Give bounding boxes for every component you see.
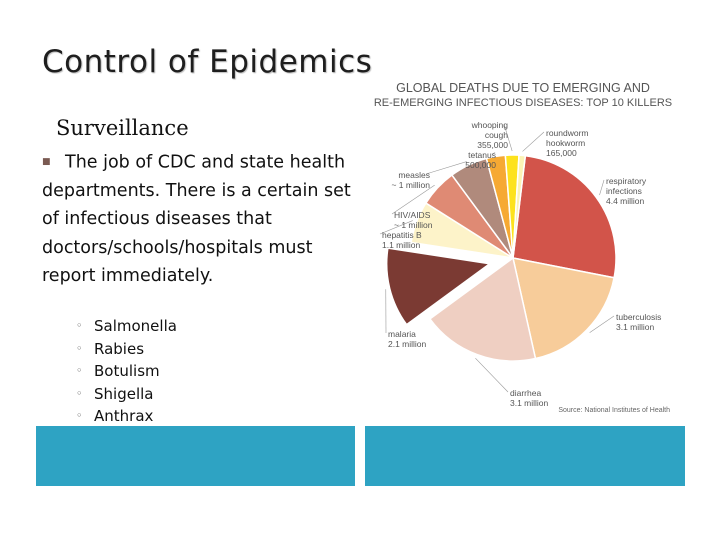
pie-label: infections [606, 186, 642, 196]
pie-label: hookworm [546, 138, 586, 148]
accent-bar-left [36, 426, 355, 486]
pie-label: 3.1 million [510, 398, 549, 408]
pie-label: tetanus [468, 150, 496, 160]
circle-bullet-icon: ◦ [76, 409, 83, 422]
list-item-text: Shigella [94, 384, 154, 403]
list-item [76, 405, 177, 428]
pie-label: hepatitis B [382, 230, 422, 240]
list-item-text: Botulism [94, 362, 160, 380]
list-item [76, 315, 177, 338]
reportable-disease-list [76, 315, 177, 428]
paragraph-text: The job of CDC and state health departments. There is a certain set of infectious diseases that doctors/schools/hospitals must report immediately. [42, 152, 351, 287]
chart-source: Source: National Institutes of Health [558, 407, 670, 414]
pie-label: 500,000 [465, 160, 496, 170]
pie-label: tuberculosis [616, 312, 662, 322]
accent-bar-right [365, 426, 685, 486]
pie-label: 355,000 [477, 140, 508, 150]
list-item [76, 383, 177, 406]
list-item [76, 338, 177, 361]
section-heading: Surveillance [56, 116, 189, 140]
pie-label: malaria [388, 329, 416, 339]
pie-label: 165,000 [546, 148, 577, 158]
pie-label: 1.1 million [382, 240, 421, 250]
pie-label: respiratory [606, 176, 647, 186]
chart-title-line-1: GLOBAL DEATHS DUE TO EMERGING AND [396, 81, 650, 95]
pie-chart-figure [358, 78, 688, 423]
pie-label: cough [484, 130, 508, 140]
circle-bullet-icon: ◦ [76, 319, 83, 332]
circle-bullet-icon: ◦ [76, 386, 83, 400]
pie-label: ~ 1 million [391, 180, 430, 190]
pie-label: 2.1 million [388, 339, 427, 349]
square-bullet-icon: ■ [42, 157, 51, 167]
pie-label: roundworm [546, 128, 589, 138]
pie-label: diarrhea [510, 388, 542, 398]
slide-title: Control of Epidemics [42, 44, 373, 80]
list-item-text: Salmonella [94, 317, 177, 335]
list-item [76, 360, 177, 383]
circle-bullet-icon: ◦ [76, 364, 83, 377]
pie-chart-svg [358, 78, 688, 423]
pie-label: whooping [471, 120, 508, 130]
body-paragraph [42, 148, 367, 291]
pie-label: ~ 1 million [394, 220, 433, 230]
list-item-text: Rabies [94, 339, 145, 358]
list-item-text: Anthrax [94, 407, 154, 425]
chart-title-line-2: RE-EMERGING INFECTIOUS DISEASES: TOP 10 KILLERS [373, 97, 673, 109]
pie-label: HIV/AIDS [394, 210, 431, 220]
pie-label: 4.4 million [606, 196, 645, 206]
circle-bullet-icon: ◦ [76, 341, 83, 355]
pie-label: 3.1 million [616, 322, 655, 332]
pie-label: measles [398, 170, 430, 180]
